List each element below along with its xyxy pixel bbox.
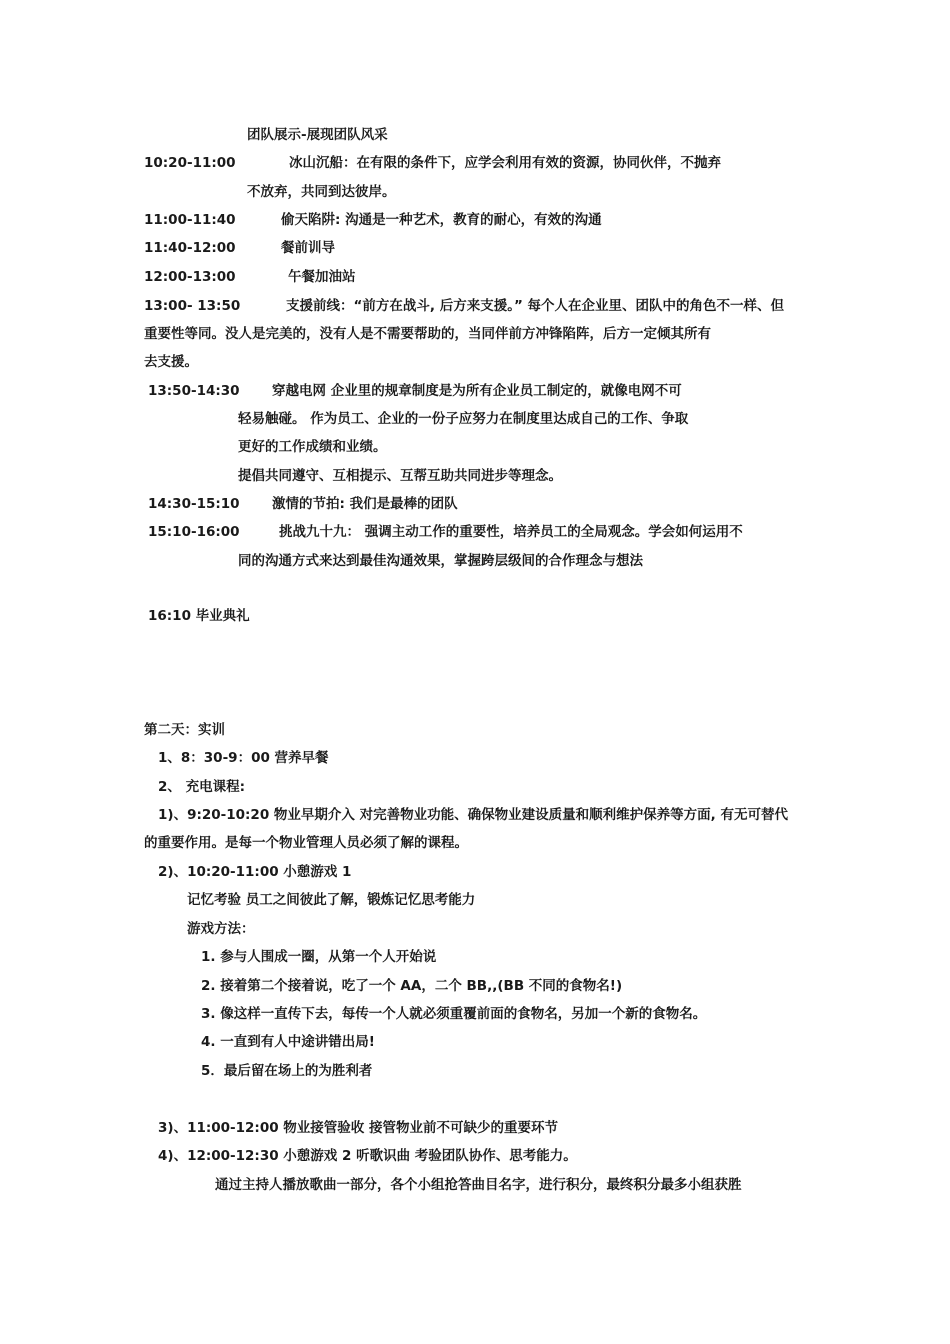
session-text-continued: 去支援。 [144,354,198,370]
session-text-continued: 更好的工作成绩和业绩。 [238,439,387,455]
session-text-continued: 轻易触碰。 作为员工、企业的一份子应努力在制度里达成自己的工作、争取 [238,411,689,427]
session-text: 午餐加油站 [288,269,356,285]
session-text-continued: 重要性等同。没人是完美的，没有人是不需要帮助的，当同伴前方冲锋陷阵，后方一定倾其所有 [144,326,711,342]
game-step: 4. 一直到有人中途讲错出局! [201,1034,375,1050]
session-time: 13:50-14:30 [148,383,240,399]
session-text-continued: 同的沟通方式来达到最佳沟通效果，掌握跨层级间的合作理念与想法 [238,553,643,569]
session-text: 支援前线：“前方在战斗, 后方来支援。” 每个人在企业里、团队中的角色不一样、但 [286,298,785,314]
course-item: 4)、12:00-12:30 小憩游戏 2 听歌识曲 考验团队协作、思考能力。 [158,1148,577,1164]
session-text-continued: 提倡共同遵守、互相提示、互帮互助共同进步等理念。 [238,468,562,484]
game-step: 5．最后留在场上的为胜利者 [201,1063,373,1079]
session-text: 餐前训导 [281,240,335,256]
day2-item: 2、 充电课程: [158,779,245,795]
course-item: 3)、11:00-12:00 物业接管验收 接管物业前不可缺少的重要环节 [158,1120,559,1136]
session-time: 10:20-11:00 [144,155,236,171]
day2-heading: 第二天：实训 [144,722,225,738]
session-time: 13:00- 13:50 [144,298,241,314]
game-method-heading: 游戏方法： [187,921,255,937]
session-text: 挑战九十九： 强调主动工作的重要性，培养员工的全局观念。学会如何运用不 [279,524,743,540]
course-item: 2)、10:20-11:00 小憩游戏 1 [158,864,352,880]
session-time: 11:00-11:40 [144,212,236,228]
game-step: 1. 参与人围成一圈，从第一个人开始说 [201,949,437,965]
session-text: 偷天陷阱: 沟通是一种艺术，教育的耐心，有效的沟通 [281,212,602,228]
game-description: 记忆考验 员工之间彼此了解，锻炼记忆思考能力 [187,892,476,908]
course-item-continued: 的重要作用。是每一个物业管理人员必须了解的课程。 [144,835,468,851]
session-time: 11:40-12:00 [144,240,236,256]
session-time: 12:00-13:00 [144,269,236,285]
game-step: 3. 像这样一直传下去，每传一个人就必须重覆前面的食物名，另加一个新的食物名。 [201,1006,707,1022]
session-text-continued: 不放弃，共同到达彼岸。 [247,184,396,200]
game-step: 2. 接着第二个接着说，吃了一个 AA，二个 BB,,(BB 不同的食物名!) [201,978,623,994]
graduation-line: 16:10 毕业典礼 [148,608,250,624]
session-text: 激情的节拍: 我们是最棒的团队 [272,496,458,512]
team-show-line: 团队展示-展现团队风采 [247,127,388,143]
course-item: 1)、9:20-10:20 物业早期介入 对完善物业功能、确保物业建设质量和顺利维护保养等方面, 有无可替代 [158,807,788,823]
session-text: 穿越电网 企业里的规章制度是为所有企业员工制定的，就像电网不可 [272,383,682,399]
game-description: 通过主持人播放歌曲一部分，各个小组抢答曲目名字，进行积分，最终积分最多小组获胜 [215,1177,742,1193]
session-time: 14:30-15:10 [148,496,240,512]
day2-item: 1、8：30-9：00 营养早餐 [158,750,329,766]
session-text: 冰山沉船：在有限的条件下，应学会利用有效的资源，协同伙伴，不抛弃 [289,155,721,171]
session-time: 15:10-16:00 [148,524,240,540]
